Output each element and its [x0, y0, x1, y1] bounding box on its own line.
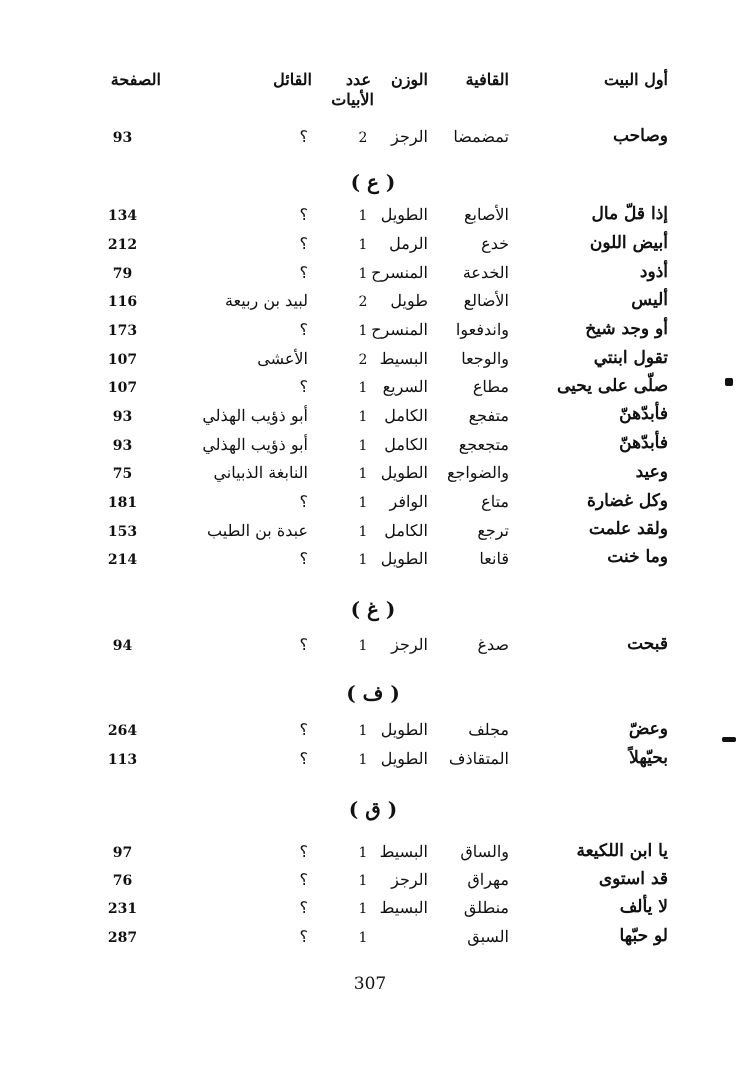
- verse-start: لا يألف: [619, 897, 668, 917]
- page-ref: 93: [112, 438, 133, 454]
- page-ref: 75: [112, 466, 133, 482]
- verse-count: 1: [358, 237, 368, 253]
- verse-start: فأبدّهنّ: [619, 433, 668, 453]
- meter: الرجز: [391, 635, 428, 654]
- poet: أبو ذؤيب الهذلي: [202, 435, 308, 454]
- meter: البسيط: [379, 842, 428, 861]
- verse-count: 1: [358, 901, 368, 917]
- page-ref: 94: [112, 638, 133, 654]
- poet: ؟: [299, 377, 308, 396]
- poet: ؟: [299, 720, 308, 739]
- poet: ؟: [299, 870, 308, 889]
- meter: الوافر: [389, 492, 428, 511]
- poet: عبدة بن الطيب: [207, 521, 308, 540]
- verse-count: 2: [358, 352, 368, 368]
- verse-count: 1: [358, 208, 368, 224]
- page-ref: 173: [107, 323, 138, 339]
- verse-start: تقول ابنتي: [593, 348, 668, 368]
- page-ref: 181: [107, 495, 138, 511]
- verse-start: وما خنت: [607, 547, 668, 567]
- header-first-verse: أول البيت: [603, 70, 668, 89]
- verse-start: لو حبّها: [619, 926, 668, 946]
- page-ref: 264: [107, 723, 138, 739]
- verse-count: 2: [358, 294, 368, 310]
- margin-mark: [722, 737, 736, 742]
- meter: طويل: [390, 291, 428, 310]
- poet: لبيد بن ربيعة: [224, 291, 308, 310]
- rhyme: المتقاذف: [448, 749, 509, 768]
- verse-count: 1: [358, 438, 368, 454]
- meter: الطويل: [380, 463, 428, 482]
- rhyme: الأصابع: [464, 205, 509, 224]
- verse-count: 1: [358, 409, 368, 425]
- header-poet: القائل: [273, 70, 312, 89]
- verse-count: 1: [358, 323, 368, 339]
- page-number: 307: [353, 974, 387, 994]
- poet: ؟: [299, 205, 308, 224]
- poet: ؟: [299, 234, 308, 253]
- rhyme: السبق: [467, 927, 509, 946]
- meter: الكامل: [384, 406, 428, 425]
- verse-start: أليس: [631, 290, 668, 310]
- page-ref: 107: [107, 352, 138, 368]
- rhyme: والضواجع: [446, 463, 509, 482]
- rhyme: خدع: [481, 234, 509, 253]
- page-ref: 287: [107, 930, 138, 946]
- rhyme: مهراق: [467, 870, 509, 889]
- meter: الطويل: [380, 720, 428, 739]
- verse-count: 1: [358, 873, 368, 889]
- verse-start: بحيّهلاً: [629, 748, 668, 768]
- rhyme: مجلف: [468, 720, 509, 739]
- verse-count: 1: [358, 552, 368, 568]
- verse-start: وعيد: [635, 462, 668, 482]
- page-ref: 212: [107, 237, 138, 253]
- page-ref: 231: [107, 901, 138, 917]
- rhyme: قانعا: [479, 549, 509, 568]
- rhyme: واندفعوا: [455, 320, 509, 339]
- page-ref: 116: [107, 294, 138, 310]
- meter: الرمل: [389, 234, 428, 253]
- verse-start: أو وجد شيخ: [585, 319, 668, 339]
- verse-start: وعضّ: [628, 719, 668, 739]
- poet: ؟: [299, 127, 308, 146]
- page-ref: 97: [112, 845, 133, 861]
- section-heading: ( غ ): [350, 597, 396, 621]
- verse-start: أبيض اللون: [589, 233, 668, 253]
- section-heading: ( ف ): [346, 681, 400, 705]
- poet: النابغة الذبياني: [213, 463, 308, 482]
- section-heading: ( ق ): [348, 797, 398, 821]
- poet: ؟: [299, 749, 308, 768]
- rhyme: متاع: [481, 492, 509, 511]
- verse-count: 2: [358, 130, 368, 146]
- rhyme: متفجع: [468, 406, 509, 425]
- meter: البسيط: [379, 898, 428, 917]
- rhyme: منطلق: [463, 898, 509, 917]
- meter: الطويل: [380, 205, 428, 224]
- poet: ؟: [299, 635, 308, 654]
- verse-count: 1: [358, 752, 368, 768]
- header-rhyme: القافية: [465, 70, 509, 89]
- meter: الكامل: [384, 521, 428, 540]
- rhyme: تمضمضا: [453, 127, 509, 146]
- poet: ؟: [299, 320, 308, 339]
- rhyme: متجعجع: [458, 435, 509, 454]
- poet: الأعشى: [257, 349, 308, 368]
- verse-start: إذا قلّ مال: [591, 204, 668, 224]
- verse-count: 1: [358, 266, 368, 282]
- verse-count: 1: [358, 495, 368, 511]
- verse-start: ولقد علمت: [588, 519, 668, 539]
- verse-start: قد استوى: [598, 869, 668, 889]
- verse-count: 1: [358, 638, 368, 654]
- header-page: الصفحة: [110, 70, 161, 89]
- rhyme: صدغ: [477, 635, 509, 654]
- header-meter: الوزن: [390, 70, 428, 89]
- verse-count: 1: [358, 723, 368, 739]
- poet: ؟: [299, 263, 308, 282]
- poet: ؟: [299, 492, 308, 511]
- page-ref: 134: [107, 208, 138, 224]
- rhyme: الخدعة: [462, 263, 509, 282]
- verse-start: يا ابن اللكيعة: [576, 841, 668, 861]
- verse-start: وصاحب: [612, 126, 668, 146]
- rhyme: مطاع: [472, 377, 509, 396]
- rhyme: ترجع: [477, 521, 509, 540]
- page-ref: 214: [107, 552, 138, 568]
- meter: المنسرح: [371, 263, 428, 282]
- meter: الكامل: [384, 435, 428, 454]
- meter: البسيط: [379, 349, 428, 368]
- margin-mark: [725, 378, 733, 386]
- verse-count: 1: [358, 524, 368, 540]
- meter: المنسرح: [371, 320, 428, 339]
- poet: ؟: [299, 549, 308, 568]
- page-ref: 153: [107, 524, 138, 540]
- verse-start: صلّى على يحيى: [556, 376, 668, 396]
- verse-count: 1: [358, 845, 368, 861]
- poet: ؟: [299, 898, 308, 917]
- page-ref: 93: [112, 409, 133, 425]
- header-verse-count-2: الأبيات: [331, 90, 374, 109]
- meter: السريع: [382, 377, 428, 396]
- page-ref: 76: [112, 873, 133, 889]
- rhyme: والوجعا: [461, 349, 509, 368]
- page-ref: 79: [112, 266, 133, 282]
- page-ref: 113: [107, 752, 138, 768]
- verse-start: وكل غضارة: [586, 491, 668, 511]
- section-heading: ( ع ): [350, 170, 396, 194]
- poet: ؟: [299, 927, 308, 946]
- page-ref: 93: [112, 130, 133, 146]
- meter: الرجز: [391, 870, 428, 889]
- verse-count: 1: [358, 930, 368, 946]
- verse-start: أذود: [639, 262, 668, 282]
- verse-count: 1: [358, 380, 368, 396]
- poet: ؟: [299, 842, 308, 861]
- meter: الطويل: [380, 549, 428, 568]
- rhyme: والساق: [460, 842, 509, 861]
- meter: الطويل: [380, 749, 428, 768]
- header-verse-count: عدد: [345, 70, 371, 89]
- meter: الرجز: [391, 127, 428, 146]
- poet: أبو ذؤيب الهذلي: [202, 406, 308, 425]
- verse-start: قبحت: [627, 634, 668, 654]
- verse-count: 1: [358, 466, 368, 482]
- page-ref: 107: [107, 380, 138, 396]
- verse-start: فأبدّهنّ: [619, 404, 668, 424]
- rhyme: الأضالع: [463, 291, 509, 310]
